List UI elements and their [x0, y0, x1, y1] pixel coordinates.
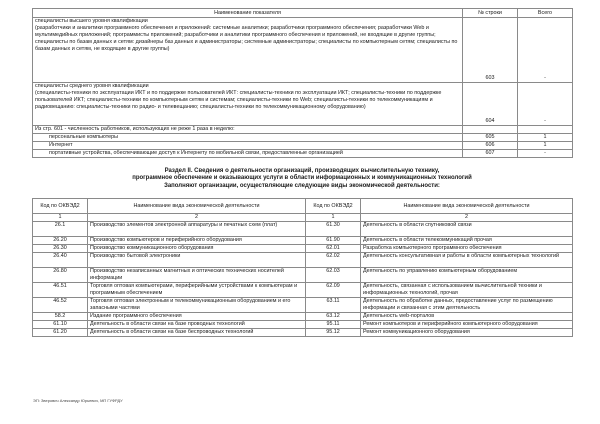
- signature-footer: ЭП: Зверович Александр Юрьевич, МП ГУФРДУ: [33, 398, 123, 403]
- activity-name: Деятельность, связанная с использованием вычислительной техники и информационных технологий, прочая: [361, 283, 573, 298]
- table-row: [33, 268, 573, 283]
- column-header: Наименование вида экономической деятельности: [88, 199, 306, 214]
- okved-code: 62.01: [306, 245, 361, 253]
- activity-name: Торговля оптовая электронным и телекоммуникационным оборудованием и его запасными частями: [88, 298, 306, 313]
- okved-code: 63.11: [306, 298, 361, 313]
- total-value: -: [518, 83, 573, 126]
- table-row: [33, 298, 573, 313]
- activity-name: Торговля оптовая компьютерами, периферийными устройствами к компьютерам и программным обеспечением: [88, 283, 306, 298]
- table-row: [33, 313, 573, 321]
- section-subtitle: Заполняют организации, осуществляющие следующие виды экономической деятельности:: [164, 182, 440, 189]
- okved-code: 26.20: [33, 237, 88, 245]
- table-row: [33, 245, 573, 253]
- okved-code: 62.03: [306, 268, 361, 283]
- table-row: [33, 83, 573, 126]
- total-value: 1: [518, 142, 573, 150]
- section-title-line1: Раздел II. Сведения о деятельности организаций, производящих вычислительную технику,: [164, 168, 440, 174]
- table-row: [33, 222, 573, 237]
- okved-code: 61.30: [306, 222, 361, 237]
- activity-name: Деятельность консультативная и работы в области компьютерных технологий: [361, 253, 573, 268]
- total-value: -: [518, 18, 573, 83]
- section-title-line2: программное обеспечение и оказывающих услуги в области информационных и коммуникационных технологий: [132, 175, 472, 182]
- activity-name: Производство компьютеров и периферийного оборудования: [88, 237, 306, 245]
- indicator-name: специалисты высшего уровня квалификации (разработчики и аналитики программного обеспечения и приложений: системные аналитики; разработчики программного обеспечения; разработчики Web и мультимедийных приложений; программисты приложений; разработчики и аналитики программного обеспечения и приложений, не входящие в другие группы; специалисты по базам данных и сетям: дизайнеры баз данных и администраторы; системные администраторы; специалисты по компьютерным сетям; специалисты по базам данных и сетям, не входящие в другие группы): [33, 18, 463, 83]
- activity-name: Производство элементов электронной аппаратуры и печатных схем (плат): [88, 222, 306, 237]
- activity-name: Деятельность по управлению компьютерным оборудованием: [361, 268, 573, 283]
- column-header: Код по ОКВЭД2: [306, 199, 361, 214]
- column-number: 2: [361, 214, 573, 222]
- table-row: [33, 134, 573, 142]
- column-number-row: [33, 214, 573, 222]
- okved-code: 46.51: [33, 283, 88, 298]
- indicator-name: персональные компьютеры: [33, 134, 463, 142]
- column-number: 1: [306, 214, 361, 222]
- table-row: [33, 18, 573, 83]
- okved-code: 61.90: [306, 237, 361, 245]
- table-row: [33, 126, 573, 134]
- column-header: Наименование вида экономической деятельности: [361, 199, 573, 214]
- activity-name: Производство незаписанных магнитных и оптических технических носителей информации: [88, 268, 306, 283]
- okved-code: 46.52: [33, 298, 88, 313]
- okved-code: 63.12: [306, 313, 361, 321]
- okved-code: 26.80: [33, 268, 88, 283]
- activity-name: Разработка компьютерного программного обеспечения: [361, 245, 573, 253]
- section-heading: [32, 168, 572, 190]
- indicator-name: Из стр. 601 - численность работников, использующих не реже 1 раза в неделю:: [33, 126, 463, 134]
- okved-code: 58.2: [33, 313, 88, 321]
- total-value: [518, 126, 573, 134]
- okved-code: 26.1: [33, 222, 88, 237]
- okved-code: 95.12: [306, 329, 361, 337]
- okved-code: 26.40: [33, 253, 88, 268]
- table-row: [33, 142, 573, 150]
- okved-code: 26.30: [33, 245, 88, 253]
- activity-name: Деятельность в области телекоммуникаций прочая: [361, 237, 573, 245]
- okved-code: 95.11: [306, 321, 361, 329]
- activity-name: Производство бытовой электроники: [88, 253, 306, 268]
- okved-code: 61.20: [33, 329, 88, 337]
- table-row: [33, 253, 573, 268]
- activity-name: Деятельность в области связи на базе проводных технологий: [88, 321, 306, 329]
- indicator-name: портативные устройства, обеспечивающие доступ к Интернету по мобильной связи, предоставленные организацией: [33, 150, 463, 158]
- line-number: 604: [463, 83, 518, 126]
- table-row: [33, 321, 573, 329]
- table-row: [33, 237, 573, 245]
- column-header: Код по ОКВЭД2: [33, 199, 88, 214]
- table-header-row: [33, 199, 573, 214]
- line-number: [463, 126, 518, 134]
- indicator-name: Интернет: [33, 142, 463, 150]
- column-number: 2: [88, 214, 306, 222]
- line-number: 607: [463, 150, 518, 158]
- column-number: 1: [33, 214, 88, 222]
- activity-name: Ремонт компьютеров и периферийного компьютерного оборудования: [361, 321, 573, 329]
- table-header-row: [33, 9, 573, 18]
- total-value: -: [518, 150, 573, 158]
- column-header: № строки: [463, 9, 518, 18]
- indicator-name: специалисты среднего уровня квалификации (специалисты-техники по эксплуатации ИКТ и по поддержке пользователей ИКТ: специалисты-техники по эксплуатации ИКТ; специалисты-техники по поддержке пользователей ИКТ; специалисты-техники по компьютерным сетям и системам; специалисты-техники по Web; специалисты-техники по телекоммуникациям и радиовещанию: специалисты-техники по радио- и телевещанию; специалисты-техники по телекоммуникационному оборудованию): [33, 83, 463, 126]
- activity-name: Ремонт коммуникационного оборудования: [361, 329, 573, 337]
- table-row: [33, 150, 573, 158]
- workers-table: [32, 8, 573, 158]
- activity-name: Деятельность web-порталов: [361, 313, 573, 321]
- okved-code: 62.09: [306, 283, 361, 298]
- table-row: [33, 283, 573, 298]
- activity-name: Деятельность в области спутниковой связи: [361, 222, 573, 237]
- activity-name: Издание программного обеспечения: [88, 313, 306, 321]
- total-value: 1: [518, 134, 573, 142]
- activity-name: Деятельность в области связи на базе беспроводных технологий: [88, 329, 306, 337]
- line-number: 606: [463, 142, 518, 150]
- activity-name: Деятельность по обработке данных, предоставление услуг по размещению информации и связанная с этим деятельность: [361, 298, 573, 313]
- line-number: 603: [463, 18, 518, 83]
- table-row: [33, 329, 573, 337]
- line-number: 605: [463, 134, 518, 142]
- activity-codes-table: [32, 198, 573, 337]
- column-header: Наименование показателя: [33, 9, 463, 18]
- column-header: Всего: [518, 9, 573, 18]
- okved-code: 61.10: [33, 321, 88, 329]
- activity-name: Производство коммуникационного оборудования: [88, 245, 306, 253]
- okved-code: 62.02: [306, 253, 361, 268]
